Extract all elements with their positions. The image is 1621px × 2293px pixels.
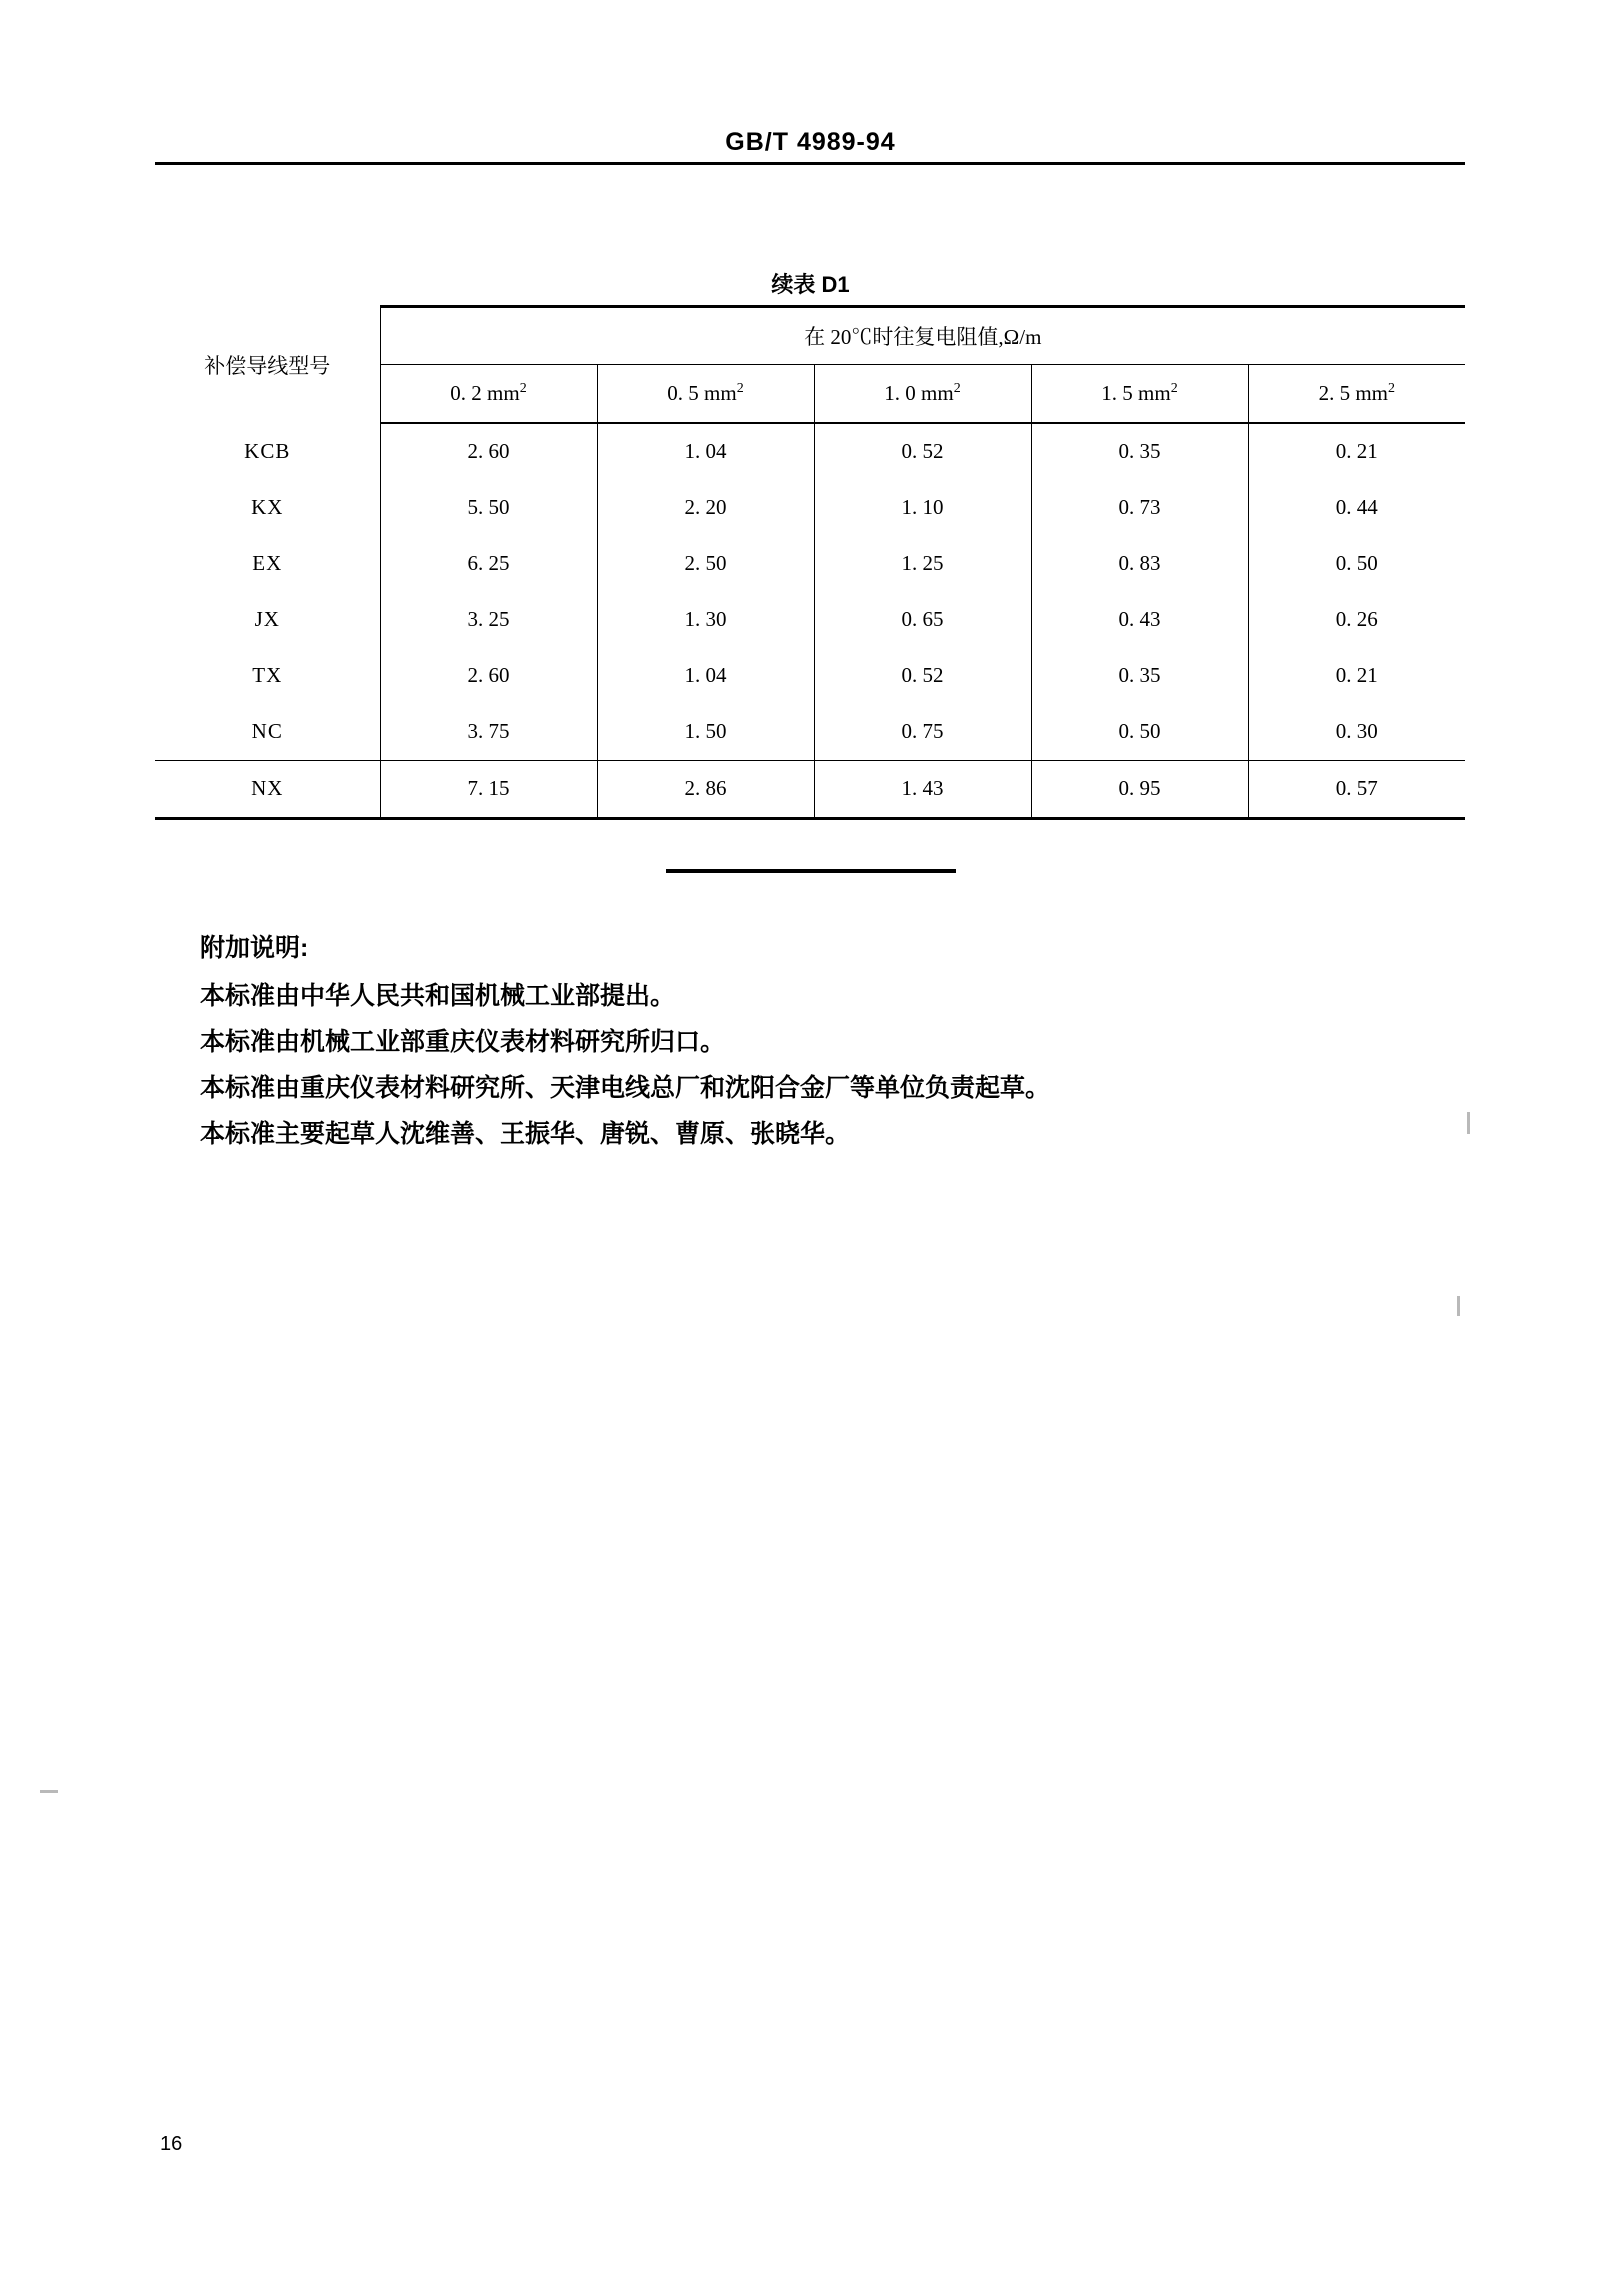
cell-value: 0. 73 bbox=[1031, 480, 1248, 536]
cell-value: 0. 52 bbox=[814, 423, 1031, 480]
cell-value: 2. 60 bbox=[380, 423, 597, 480]
table-row bbox=[155, 423, 1465, 480]
cell-value: 5. 50 bbox=[380, 480, 597, 536]
section-divider bbox=[0, 860, 1621, 878]
header-size-4-text: 2. 5 mm bbox=[1318, 380, 1388, 405]
cell-value: 0. 30 bbox=[1335, 719, 1378, 743]
table-row bbox=[155, 760, 1465, 818]
cell-type: NX bbox=[155, 760, 380, 818]
cell-value: 0. 65 bbox=[814, 592, 1031, 648]
header-cell-type: 补偿导线型号 bbox=[155, 307, 380, 423]
table-row bbox=[155, 704, 1465, 761]
scan-mark bbox=[1467, 1112, 1470, 1134]
cell-value: 0. 83 bbox=[1031, 536, 1248, 592]
header-rule bbox=[155, 162, 1465, 165]
divider-line bbox=[666, 869, 956, 873]
cell-value: 3. 75 bbox=[380, 704, 597, 761]
table-row bbox=[155, 648, 1465, 704]
notes-line-4: 本标准主要起草人沈维善、王振华、唐锐、曹原、张晓华。 bbox=[200, 1120, 851, 1148]
cell-value: 0. 21 bbox=[1335, 663, 1378, 687]
cell-value: 0. 43 bbox=[1031, 592, 1248, 648]
header-cell-size-0 bbox=[380, 365, 597, 423]
cell-value: 2. 60 bbox=[380, 648, 597, 704]
header-size-2-text: 1. 0 mm bbox=[884, 380, 954, 405]
header-size-0-sup: 2 bbox=[519, 380, 527, 396]
cell-value: 1. 04 bbox=[597, 648, 814, 704]
page-number: 16 bbox=[160, 2133, 183, 2155]
cell-value: 0. 35 bbox=[1031, 648, 1248, 704]
notes-title: 附加说明: bbox=[200, 934, 309, 962]
cell-value: 1. 50 bbox=[597, 704, 814, 761]
standard-number-header: GB/T 4989-94 bbox=[725, 128, 896, 156]
header-cell-resistance-group: 在 20℃时往复电阻值,Ω/m bbox=[380, 307, 1465, 365]
cell-value: 0. 75 bbox=[814, 704, 1031, 761]
table-d1 bbox=[155, 305, 1465, 820]
header-cell-size-4 bbox=[1248, 365, 1465, 423]
cell-type: NC bbox=[155, 704, 380, 761]
cell-value: 0. 26 bbox=[1335, 607, 1378, 631]
cell-value: 1. 04 bbox=[597, 423, 814, 480]
cell-type: TX bbox=[155, 648, 380, 704]
cell-value: 1. 25 bbox=[814, 536, 1031, 592]
cell-value: 0. 44 bbox=[1335, 495, 1378, 519]
cell-value: 1. 43 bbox=[814, 760, 1031, 818]
header-size-0-text: 0. 2 mm bbox=[450, 380, 520, 405]
cell-value: 6. 25 bbox=[380, 536, 597, 592]
table-row bbox=[155, 480, 1465, 536]
cell-value: 7. 15 bbox=[380, 760, 597, 818]
cell-value: 0. 50 bbox=[1031, 704, 1248, 761]
header-cell-size-1 bbox=[597, 365, 814, 423]
table-d1-wrapper bbox=[155, 305, 1465, 820]
cell-type: KCB bbox=[155, 423, 380, 480]
cell-value: 0. 21 bbox=[1335, 439, 1378, 463]
cell-value: 2. 86 bbox=[597, 760, 814, 818]
notes-line-3: 本标准由重庆仪表材料研究所、天津电线总厂和沈阳合金厂等单位负责起草。 bbox=[200, 1074, 1051, 1102]
scan-mark bbox=[1457, 1296, 1460, 1316]
cell-value: 0. 57 bbox=[1248, 760, 1465, 818]
table-row bbox=[155, 536, 1465, 592]
cell-type: EX bbox=[155, 536, 380, 592]
cell-value: 0. 50 bbox=[1335, 551, 1378, 575]
scan-mark bbox=[40, 1790, 58, 1793]
notes-line-2: 本标准由机械工业部重庆仪表材料研究所归口。 bbox=[200, 1028, 726, 1056]
header-size-1-text: 0. 5 mm bbox=[667, 380, 737, 405]
notes-line-1: 本标准由中华人民共和国机械工业部提出。 bbox=[200, 982, 676, 1010]
cell-type: KX bbox=[155, 480, 380, 536]
cell-type: JX bbox=[155, 592, 380, 648]
header-size-3-sup: 2 bbox=[1170, 380, 1178, 396]
cell-value: 1. 10 bbox=[814, 480, 1031, 536]
cell-value: 3. 25 bbox=[380, 592, 597, 648]
table-caption: 续表 D1 bbox=[771, 272, 850, 297]
header-size-2-sup: 2 bbox=[953, 380, 961, 396]
header-size-3-text: 1. 5 mm bbox=[1101, 380, 1171, 405]
cell-value: 2. 50 bbox=[597, 536, 814, 592]
header-cell-size-3 bbox=[1031, 365, 1248, 423]
header-size-1-sup: 2 bbox=[736, 380, 744, 396]
cell-value: 0. 95 bbox=[1031, 760, 1248, 818]
cell-value: 0. 52 bbox=[814, 648, 1031, 704]
header-cell-size-2 bbox=[814, 365, 1031, 423]
header-size-4-sup: 2 bbox=[1387, 380, 1395, 396]
cell-value: 0. 35 bbox=[1031, 423, 1248, 480]
附加说明-block bbox=[200, 925, 1400, 1157]
table-header-row-group bbox=[155, 307, 1465, 365]
cell-value: 2. 20 bbox=[597, 480, 814, 536]
cell-value: 1. 30 bbox=[597, 592, 814, 648]
table-row bbox=[155, 592, 1465, 648]
